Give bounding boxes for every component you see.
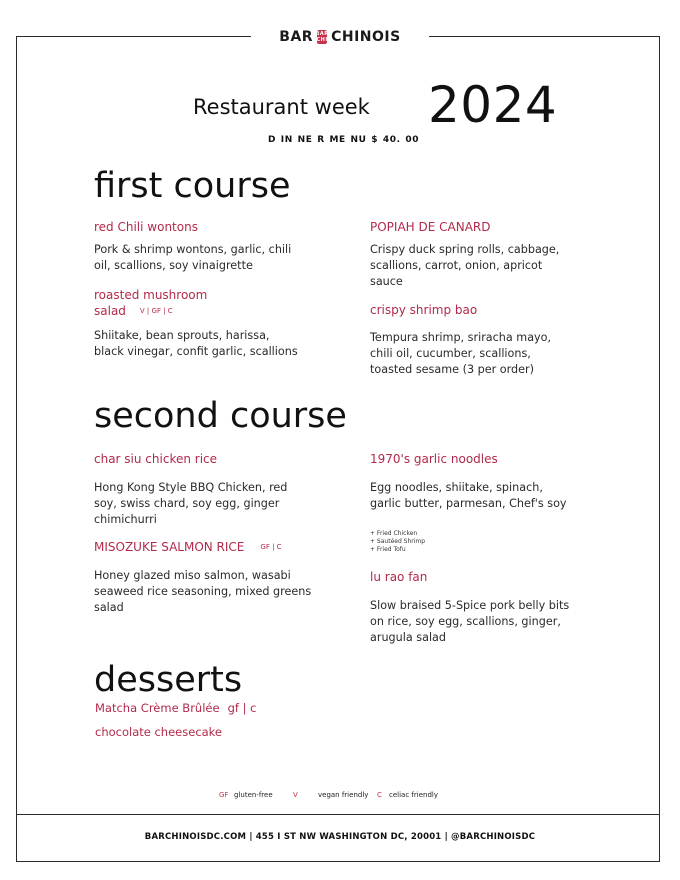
menu-item-misozuke-salmon-rice	[94, 539, 314, 616]
menu-item-red-chili-wontons	[94, 219, 299, 274]
legend-label-gf: gluten-free	[234, 791, 273, 799]
item-name-line-1: roasted mushroom	[94, 288, 208, 302]
item-description: Hong Kong Style BBQ Chicken, red soy, swiss chard, soy egg, ginger chimichurri	[94, 481, 288, 526]
desserts-heading: desserts	[94, 660, 243, 700]
item-name: Matcha Crème Brûlée	[95, 701, 220, 715]
item-description: Pork & shrimp wontons, garlic, chili oil, scallions, soy vinaigrette	[94, 243, 292, 272]
item-name: char siu chicken rice	[94, 452, 218, 466]
addon-list	[370, 530, 425, 554]
addon-item: + Fried Tofu	[370, 546, 406, 553]
item-description: Tempura shrimp, sriracha mayo, chili oil, cucumber, scallions, toasted sesame (3 per order)	[370, 331, 552, 376]
brand-left: BAR	[279, 29, 314, 45]
legend-key-gf: GF	[219, 791, 229, 799]
menu-item-garlic-noodles	[370, 451, 570, 512]
menu-price-line: D IN NE R ME NU $ 40. 00	[268, 135, 420, 145]
legend-label-v: vegan friendly	[318, 791, 369, 799]
menu-item-popiah-de-canard	[370, 219, 570, 290]
menu-item-roasted-mushroom-salad	[94, 287, 299, 360]
item-name: 1970's garlic noodles	[370, 452, 498, 466]
legend-key-c: C	[377, 791, 382, 799]
item-description: Slow braised 5-Spice pork belly bits on rice, soy egg, scallions, ginger, arugula salad	[370, 599, 570, 644]
item-name-line-2	[94, 303, 299, 319]
menu-item-crispy-shrimp-bao	[370, 302, 570, 378]
dietary-tags: gf | c	[227, 701, 257, 715]
brand-right: CHINOIS	[331, 29, 401, 45]
item-name: lu rao fan	[370, 570, 428, 584]
logo-mark-icon	[317, 30, 327, 44]
brand-logo	[251, 24, 428, 48]
footer-contact: BARCHINOISDC.COM | 455 I ST NW WASHINGTON DC, 20001 | @BARCHINOISDC	[144, 832, 536, 842]
second-course-heading: second course	[94, 396, 347, 436]
menu-item-char-siu-chicken-rice	[94, 451, 299, 528]
item-description: Honey glazed miso salmon, wasabi seaweed rice seasoning, mixed greens salad	[94, 569, 312, 614]
item-name: crispy shrimp bao	[370, 303, 478, 317]
item-description: Crispy duck spring rolls, cabbage, scallions, carrot, onion, apricot sauce	[370, 243, 560, 288]
menu-item-lu-rao-fan	[370, 569, 570, 646]
item-name: red Chili wontons	[94, 220, 198, 234]
dietary-tags: V | GF | C	[139, 307, 173, 315]
dessert-item-chocolate-cheesecake	[95, 725, 222, 739]
item-name-row	[94, 539, 314, 555]
item-description: Egg noodles, shiitake, spinach, garlic butter, parmesan, Chef's soy	[370, 481, 567, 510]
item-description: Shiitake, bean sprouts, harissa, black vinegar, confit garlic, scallions	[94, 329, 298, 358]
year-heading: 2024	[428, 76, 558, 134]
logo-mark-bottom: CHI	[316, 37, 328, 43]
first-course-heading: first course	[94, 166, 291, 206]
dietary-tags: GF | C	[260, 543, 282, 551]
legend-label-c: celiac friendly	[389, 791, 438, 799]
item-name: MISOZUKE SALMON RICE	[94, 540, 245, 554]
brand-header	[0, 24, 680, 48]
item-name: POPIAH DE CANARD	[370, 220, 491, 234]
logo-mark-top: BAR	[315, 31, 329, 37]
dessert-item-matcha-creme-brulee	[95, 701, 256, 715]
addon-item: + Fried Chicken	[370, 530, 418, 537]
legend-key-v: V	[293, 791, 298, 799]
footer-divider	[16, 814, 660, 815]
page-title: Restaurant week	[193, 95, 370, 119]
item-name-line-2-text: salad	[94, 304, 126, 318]
item-name: chocolate cheesecake	[95, 725, 223, 739]
addon-item: + Sautéed Shrimp	[370, 538, 426, 545]
